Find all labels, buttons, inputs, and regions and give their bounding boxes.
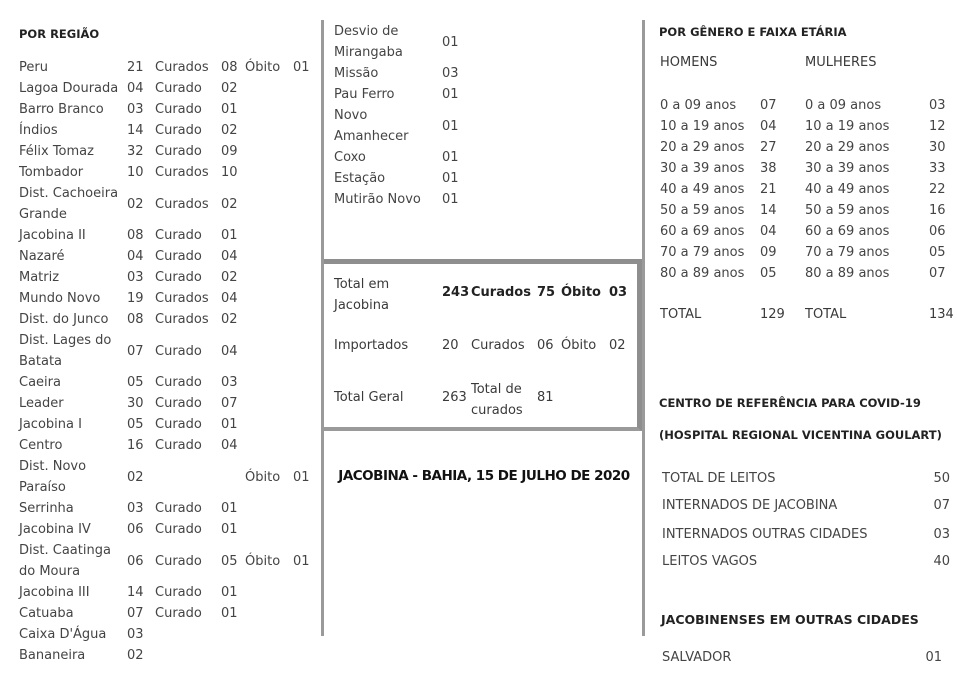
outside-row-label: SALVADOR [662, 650, 732, 665]
region-death-label [245, 120, 293, 141]
women-age-range: 80 a 89 anos [805, 266, 890, 281]
region-deaths: 01 [293, 60, 310, 75]
region-cured-label: Curado [155, 522, 202, 537]
gender-age-table [660, 95, 946, 284]
region-cured: 02 [221, 123, 238, 138]
region-death-label [245, 393, 293, 414]
location-date: JACOBINA - BAHIA, 15 DE JULHO DE 2020 [338, 468, 630, 484]
table-row [19, 540, 313, 582]
table-row [334, 63, 459, 84]
region-cured: 04 [221, 249, 238, 264]
region-cases: 07 [127, 343, 144, 359]
region-cases: 06 [127, 553, 144, 569]
region-name: Missão [334, 66, 379, 81]
region-cases: 01 [442, 171, 459, 186]
table-row [660, 200, 946, 221]
imported-deaths: 02 [609, 338, 626, 353]
table-row [19, 372, 313, 393]
region-death-label: Óbito [245, 553, 281, 569]
region-deaths [293, 414, 313, 435]
table-row [334, 168, 459, 189]
men-count: 38 [760, 161, 777, 176]
hospital-row-label: INTERNADOS DE JACOBINA [662, 498, 838, 513]
region-deaths [293, 519, 313, 540]
region-cases: 08 [127, 228, 144, 243]
region-cured: 04 [221, 438, 238, 453]
region-cases: 14 [127, 585, 144, 600]
total-jacobina-cured-label: Curados [471, 285, 531, 300]
total-jacobina-cases: 243 [442, 285, 470, 300]
region-death-label [245, 288, 293, 309]
region-name: Mutirão Novo [334, 192, 421, 207]
table-row [19, 57, 313, 78]
general-cured: 81 [537, 390, 554, 405]
outside-row-value: 01 [925, 650, 942, 665]
region-cases: 19 [127, 291, 144, 306]
women-age-range: 0 a 09 anos [805, 98, 882, 113]
women-count: 33 [929, 161, 946, 176]
hospital-title: CENTRO DE REFERÊNCIA PARA COVID-19 [659, 396, 921, 410]
region-cases: 03 [127, 270, 144, 285]
region-death-label [245, 162, 293, 183]
men-count: 05 [760, 266, 777, 281]
region-death-label [245, 603, 293, 624]
region-name: Caixa D'Água [19, 627, 107, 642]
men-age-range: 80 a 89 anos [660, 266, 745, 281]
men-age-range: 20 a 29 anos [660, 140, 745, 155]
women-age-range: 70 a 79 anos [805, 245, 890, 260]
men-count: 14 [760, 203, 777, 218]
region-cured-label: Curado [155, 553, 202, 569]
region-name: Catuaba [19, 606, 74, 621]
region-death-label: Óbito [245, 469, 281, 485]
region-deaths [293, 267, 313, 288]
region-deaths [293, 246, 313, 267]
women-total: 134 [929, 307, 954, 322]
table-row [660, 179, 946, 200]
region-cured: 09 [221, 144, 238, 159]
table-row [660, 263, 946, 284]
women-count: 07 [929, 266, 946, 281]
region-deaths [293, 624, 313, 645]
region-death-label [245, 414, 293, 435]
region-deaths [293, 372, 313, 393]
region-cases: 01 [442, 150, 459, 165]
region-death-label [245, 435, 293, 456]
region-death-label: Óbito [245, 60, 281, 75]
region-death-label [245, 267, 293, 288]
more-regions-table [334, 21, 459, 210]
men-age-range: 40 a 49 anos [660, 182, 745, 197]
women-count: 06 [929, 224, 946, 239]
region-death-label [245, 624, 293, 645]
region-name: Nazaré [19, 249, 65, 264]
region-death-label [245, 498, 293, 519]
women-total-label: TOTAL [805, 307, 847, 322]
region-cured [221, 645, 245, 666]
region-name: Peru [19, 60, 48, 75]
region-cases: 06 [127, 522, 144, 537]
table-row [19, 162, 313, 183]
men-count: 04 [760, 119, 777, 134]
region-death-label [245, 183, 293, 225]
table-row [19, 288, 313, 309]
region-cases: 16 [127, 438, 144, 453]
region-deaths [293, 309, 313, 330]
region-name: Barro Branco [19, 102, 104, 117]
region-death-label [245, 372, 293, 393]
table-row [334, 21, 459, 63]
hospital-subtitle: (HOSPITAL REGIONAL VICENTINA GOULART) [659, 428, 942, 442]
table-row [19, 414, 313, 435]
region-cases: 08 [127, 312, 144, 327]
hospital-row-label: LEITOS VAGOS [662, 554, 758, 569]
region-name: Novo Amanhecer [334, 108, 409, 144]
region-deaths [293, 120, 313, 141]
region-cases: 03 [127, 102, 144, 117]
hospital-row [662, 471, 950, 486]
region-name: Desvio de Mirangaba [334, 24, 403, 60]
table-row [19, 393, 313, 414]
table-row [19, 519, 313, 540]
region-name: Dist. Lages do Batata [19, 333, 112, 369]
women-header: MULHERES [805, 55, 877, 70]
region-name: Estação [334, 171, 386, 186]
region-death-label [245, 645, 293, 666]
region-deaths [293, 582, 313, 603]
region-name: Pau Ferro [334, 87, 395, 102]
region-cases: 01 [442, 34, 459, 50]
women-count: 05 [929, 245, 946, 260]
region-deaths [293, 330, 313, 372]
region-deaths [293, 225, 313, 246]
region-cases: 05 [127, 375, 144, 390]
region-cured-label: Curado [155, 438, 202, 453]
region-cured: 03 [221, 375, 238, 390]
region-deaths: 01 [293, 469, 310, 485]
region-cases: 03 [127, 627, 144, 642]
men-age-range: 0 a 09 anos [660, 98, 737, 113]
region-cured-label: Curado [155, 102, 202, 117]
region-name: Caeira [19, 375, 61, 390]
region-cases: 07 [127, 606, 144, 621]
total-jacobina-death-label: Óbito [561, 285, 601, 300]
region-cured-label: Curado [155, 123, 202, 138]
region-cases: 30 [127, 396, 144, 411]
region-death-label [245, 141, 293, 162]
table-row [660, 158, 946, 179]
region-deaths [293, 288, 313, 309]
region-cured-label [155, 456, 221, 498]
region-cured: 02 [221, 81, 238, 96]
region-cured-label: Curado [155, 144, 202, 159]
table-row [660, 116, 946, 137]
region-cured: 10 [221, 165, 238, 180]
region-cured: 02 [221, 270, 238, 285]
region-deaths [293, 498, 313, 519]
region-deaths [293, 99, 313, 120]
hospital-row-value: 50 [933, 471, 950, 486]
hospital-row-label: TOTAL DE LEITOS [662, 471, 776, 486]
imported-label: Importados [334, 338, 409, 353]
table-row [660, 137, 946, 158]
region-cured: 01 [221, 417, 238, 432]
region-name: Jacobina IV [19, 522, 91, 537]
region-death-label [245, 225, 293, 246]
women-age-range: 20 a 29 anos [805, 140, 890, 155]
table-row [19, 267, 313, 288]
region-cases: 05 [127, 417, 144, 432]
region-deaths [293, 645, 313, 666]
table-row [660, 242, 946, 263]
women-age-range: 10 a 19 anos [805, 119, 890, 134]
region-cured: 01 [221, 585, 238, 600]
region-cured-label: Curados [155, 312, 209, 327]
table-row [660, 221, 946, 242]
region-cured: 07 [221, 396, 238, 411]
table-row [19, 309, 313, 330]
gender-title: POR GÊNERO E FAIXA ETÁRIA [659, 25, 847, 39]
region-name: Índios [19, 123, 58, 138]
table-row [19, 624, 313, 645]
region-cured-label: Curado [155, 249, 202, 264]
region-deaths [293, 162, 313, 183]
region-cured-label: Curado [155, 417, 202, 432]
region-cured-label: Curado [155, 270, 202, 285]
table-row [334, 105, 459, 147]
region-name: Bananeira [19, 648, 86, 663]
region-cases: 21 [127, 60, 144, 75]
region-title: POR REGIÃO [19, 27, 100, 41]
region-cases: 04 [127, 249, 144, 264]
imported-death-label: Óbito [561, 338, 597, 353]
region-cured-label: Curado [155, 606, 202, 621]
region-cured-label: Curados [155, 291, 209, 306]
region-cured: 04 [221, 343, 238, 359]
general-cured-label: Total de curados [471, 382, 523, 418]
region-cases: 02 [127, 196, 144, 212]
region-cured: 01 [221, 228, 238, 243]
general-total-label: Total Geral [334, 390, 404, 405]
region-name: Félix Tomaz [19, 144, 94, 159]
men-count: 27 [760, 140, 777, 155]
total-jacobina-deaths: 03 [609, 285, 628, 300]
hospital-row [662, 554, 950, 569]
region-deaths [293, 393, 313, 414]
table-row [334, 147, 459, 168]
region-cases: 03 [442, 66, 459, 81]
men-age-range: 30 a 39 anos [660, 161, 745, 176]
region-cured-label: Curados [155, 165, 209, 180]
general-total-cases: 263 [442, 390, 467, 405]
men-total: 129 [760, 307, 785, 322]
region-cured-label: Curado [155, 585, 202, 600]
table-row [19, 99, 313, 120]
outside-row [662, 650, 942, 665]
region-name: Serrinha [19, 501, 74, 516]
men-count: 04 [760, 224, 777, 239]
region-cases: 02 [127, 469, 144, 485]
region-name: Leader [19, 396, 64, 411]
region-name: Matriz [19, 270, 60, 285]
region-name: Coxo [334, 150, 366, 165]
region-death-label [245, 246, 293, 267]
region-name: Jacobina II [19, 228, 86, 243]
women-age-range: 40 a 49 anos [805, 182, 890, 197]
men-count: 09 [760, 245, 777, 260]
men-count: 07 [760, 98, 777, 113]
region-name: Tombador [19, 165, 84, 180]
men-header: HOMENS [660, 55, 718, 70]
table-row [19, 498, 313, 519]
region-cured: 02 [221, 312, 238, 327]
region-deaths [293, 435, 313, 456]
imported-cases: 20 [442, 338, 459, 353]
region-cured-label: Curado [155, 343, 202, 359]
region-cured-label: Curado [155, 396, 202, 411]
table-row [19, 225, 313, 246]
region-cured-label: Curado [155, 375, 202, 390]
women-count: 12 [929, 119, 946, 134]
table-row [660, 95, 946, 116]
region-deaths [293, 183, 313, 225]
outside-title: JACOBINENSES EM OUTRAS CIDADES [661, 612, 919, 627]
region-cases: 14 [127, 123, 144, 138]
women-count: 16 [929, 203, 946, 218]
hospital-row-value: 07 [933, 498, 950, 513]
region-death-label [245, 309, 293, 330]
hospital-row [662, 498, 950, 513]
hospital-row-label: INTERNADOS OUTRAS CIDADES [662, 527, 868, 542]
women-count: 03 [929, 98, 946, 113]
imported-cured-label: Curados [471, 338, 525, 353]
region-deaths [293, 141, 313, 162]
region-name: Dist. do Junco [19, 312, 109, 327]
region-cured-label [155, 645, 221, 666]
region-cured: 04 [221, 291, 238, 306]
region-name: Mundo Novo [19, 291, 101, 306]
region-death-label [245, 330, 293, 372]
region-name: Centro [19, 438, 63, 453]
region-name: Jacobina I [19, 417, 82, 432]
region-name: Dist. Cachoeira Grande [19, 186, 119, 222]
region-death-label [245, 99, 293, 120]
right-divider [642, 20, 645, 636]
region-cured [221, 624, 245, 645]
imported-cured: 06 [537, 338, 554, 353]
region-cured: 01 [221, 606, 238, 621]
region-cases: 01 [442, 192, 459, 207]
region-name: Dist. Novo Paraíso [19, 459, 87, 495]
table-row [19, 120, 313, 141]
women-count: 22 [929, 182, 946, 197]
men-total-label: TOTAL [660, 307, 702, 322]
region-cured: 01 [221, 501, 238, 516]
region-death-label [245, 582, 293, 603]
table-row [19, 78, 313, 99]
total-jacobina-cured: 75 [537, 285, 556, 300]
region-cases: 04 [127, 81, 144, 96]
region-death-label [245, 519, 293, 540]
region-name: Lagoa Dourada [19, 81, 119, 96]
women-age-range: 50 a 59 anos [805, 203, 890, 218]
region-cases: 02 [127, 648, 144, 663]
region-cases: 03 [127, 501, 144, 516]
region-cured: 08 [221, 60, 238, 75]
table-row [19, 141, 313, 162]
men-count: 21 [760, 182, 777, 197]
region-deaths [293, 603, 313, 624]
region-name: Jacobina III [19, 585, 90, 600]
men-age-range: 70 a 79 anos [660, 245, 745, 260]
table-row [19, 246, 313, 267]
region-cured-label: Curado [155, 501, 202, 516]
region-cured-label: Curado [155, 228, 202, 243]
women-count: 30 [929, 140, 946, 155]
region-cured [221, 456, 245, 498]
total-jacobina-label: Total em Jacobina [334, 277, 390, 313]
hospital-row-value: 03 [933, 527, 950, 542]
region-cured-label: Curado [155, 81, 202, 96]
men-age-range: 10 a 19 anos [660, 119, 745, 134]
hospital-row [662, 527, 950, 542]
region-table [19, 57, 313, 666]
region-name: Dist. Caatinga do Moura [19, 543, 111, 579]
region-cured-label: Curados [155, 196, 209, 212]
table-row [19, 456, 313, 498]
region-cured-label: Curados [155, 60, 209, 75]
region-cured: 01 [221, 522, 238, 537]
men-age-range: 60 a 69 anos [660, 224, 745, 239]
men-age-range: 50 a 59 anos [660, 203, 745, 218]
hospital-row-value: 40 [933, 554, 950, 569]
women-age-range: 60 a 69 anos [805, 224, 890, 239]
table-row [19, 330, 313, 372]
table-row [334, 189, 459, 210]
region-death-label [245, 78, 293, 99]
region-deaths [293, 78, 313, 99]
women-age-range: 30 a 39 anos [805, 161, 890, 176]
table-row [19, 435, 313, 456]
region-deaths: 01 [293, 553, 310, 569]
region-cured: 02 [221, 196, 238, 212]
table-row [19, 183, 313, 225]
region-cases: 01 [442, 87, 459, 102]
region-cases: 32 [127, 144, 144, 159]
region-cured: 05 [221, 553, 238, 569]
region-cured: 01 [221, 102, 238, 117]
table-row [19, 645, 313, 666]
region-cases: 10 [127, 165, 144, 180]
table-row [334, 84, 459, 105]
table-row [19, 603, 313, 624]
region-cured-label [155, 624, 221, 645]
table-row [19, 582, 313, 603]
region-cases: 01 [442, 118, 459, 134]
